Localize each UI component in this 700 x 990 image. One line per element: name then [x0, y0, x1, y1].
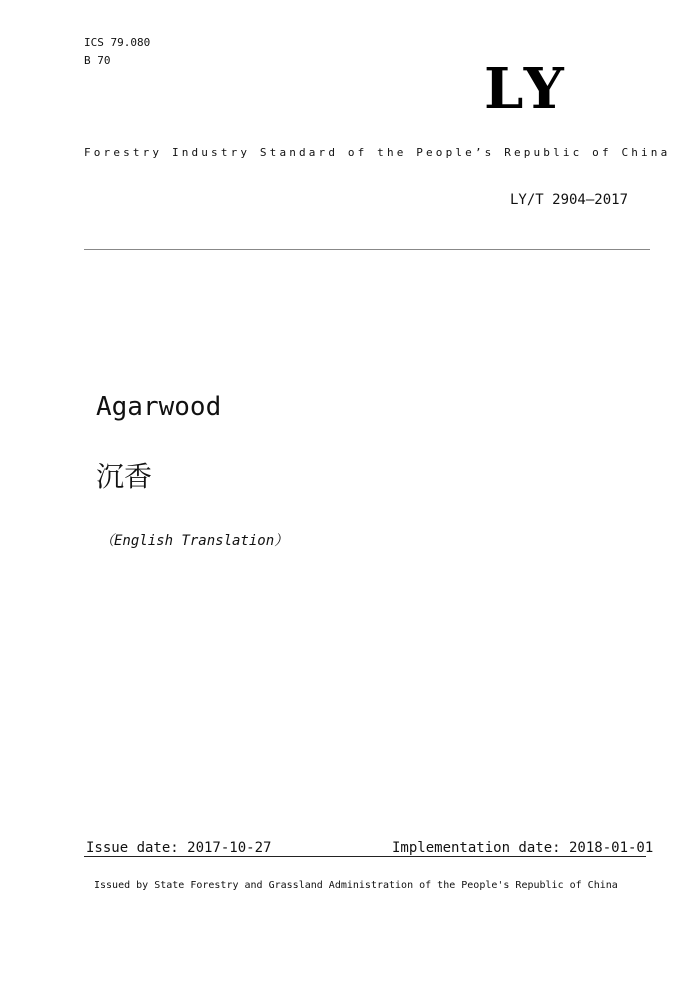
- issuer-statement: Issued by State Forestry and Grassland Administration of the People's Republic of China: [94, 880, 618, 891]
- document-title-chinese: 沉香: [96, 460, 153, 493]
- translation-note: （English Translation）: [100, 533, 289, 549]
- header-divider: [84, 249, 650, 250]
- ly-logo: LY: [484, 56, 568, 122]
- ics-code: ICS 79.080: [84, 36, 151, 49]
- classification-code: B 70: [84, 54, 111, 67]
- standard-code: LY/T 2904—2017: [510, 192, 629, 208]
- footer-divider: [84, 856, 646, 857]
- issue-date: Issue date: 2017-10-27: [86, 840, 272, 856]
- standard-title: Forestry Industry Standard of the People’s Republic of China: [84, 146, 671, 159]
- document-title-english: Agarwood: [96, 392, 222, 422]
- implementation-date: Implementation date: 2018-01-01: [392, 840, 654, 856]
